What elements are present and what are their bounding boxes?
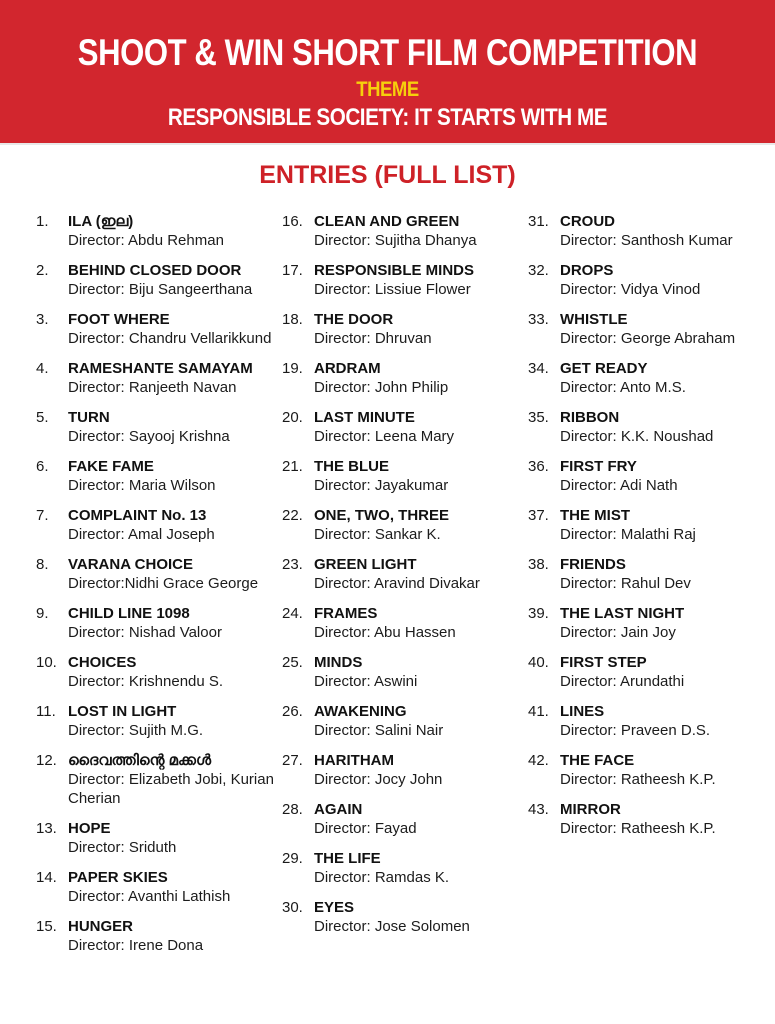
director-line: Director: Sankar K. bbox=[314, 526, 441, 543]
director-line: Director: George Abraham bbox=[560, 330, 736, 347]
director-line: Director: Irene Dona bbox=[68, 937, 204, 954]
list-item bbox=[528, 555, 774, 593]
list-item bbox=[282, 506, 528, 544]
director-line: Director: Lissiue Flower bbox=[314, 281, 471, 298]
entry-number: 40. bbox=[528, 654, 549, 671]
entry-text bbox=[314, 751, 528, 789]
list-item bbox=[282, 261, 528, 299]
director-line: Director: Dhruvan bbox=[314, 330, 432, 347]
list-item bbox=[528, 310, 774, 348]
entry-text bbox=[314, 604, 528, 642]
entry-number: 12. bbox=[36, 752, 57, 769]
entry-number: 15. bbox=[36, 918, 57, 935]
entries-column-1 bbox=[36, 212, 282, 966]
film-title: CLEAN AND GREEN bbox=[314, 213, 460, 230]
list-item bbox=[282, 751, 528, 789]
entries-column-2 bbox=[282, 212, 528, 966]
director-line: Director: Fayad bbox=[314, 820, 417, 837]
entry-text bbox=[68, 212, 282, 250]
director-line: Director: Elizabeth Jobi, Kurian Cherian bbox=[68, 771, 274, 807]
list-item bbox=[36, 310, 282, 348]
entry-number: 8. bbox=[36, 556, 49, 573]
list-item bbox=[528, 751, 774, 789]
list-item bbox=[282, 849, 528, 887]
list-item bbox=[282, 359, 528, 397]
list-item bbox=[36, 604, 282, 642]
list-item bbox=[36, 212, 282, 250]
entry-text bbox=[314, 212, 528, 250]
director-line: Director: Sujitha Dhanya bbox=[314, 232, 477, 249]
film-title: FRAMES bbox=[314, 605, 378, 622]
entry-text bbox=[68, 604, 282, 642]
theme-value: RESPONSIBLE SOCIETY: IT STARTS WITH ME bbox=[167, 103, 608, 131]
section-title: ENTRIES (FULL LIST) bbox=[259, 161, 516, 189]
entry-text bbox=[560, 702, 774, 740]
list-item bbox=[36, 261, 282, 299]
film-title: THE FACE bbox=[560, 752, 635, 769]
film-title: ദൈവത്തിന്റെ മക്കൾ bbox=[68, 752, 212, 769]
entry-number: 10. bbox=[36, 654, 57, 671]
entry-text bbox=[560, 457, 774, 495]
entry-number: 31. bbox=[528, 213, 549, 230]
director-line: Director: Krishnendu S. bbox=[68, 673, 224, 690]
director-line: Director: Arundathi bbox=[560, 673, 685, 690]
entry-text bbox=[314, 555, 528, 593]
director-line: Director: Maria Wilson bbox=[68, 477, 216, 494]
list-item bbox=[528, 800, 774, 838]
entry-text bbox=[560, 359, 774, 397]
entry-text bbox=[314, 653, 528, 691]
list-item bbox=[36, 408, 282, 446]
entry-number: 42. bbox=[528, 752, 549, 769]
list-item bbox=[36, 751, 282, 808]
film-title: WHISTLE bbox=[560, 311, 628, 328]
film-title: DROPS bbox=[560, 262, 614, 279]
entry-number: 29. bbox=[282, 850, 303, 867]
film-title: LINES bbox=[560, 703, 605, 720]
film-title: GREEN LIGHT bbox=[314, 556, 417, 573]
film-title: FIRST STEP bbox=[560, 654, 647, 671]
entry-text bbox=[314, 849, 528, 887]
entry-number: 41. bbox=[528, 703, 549, 720]
entry-number: 19. bbox=[282, 360, 303, 377]
director-line: Director: John Philip bbox=[314, 379, 449, 396]
list-item bbox=[36, 819, 282, 857]
entry-text bbox=[560, 261, 774, 299]
entry-number: 39. bbox=[528, 605, 549, 622]
film-title: RIBBON bbox=[560, 409, 620, 426]
film-title: ILA (ഇല) bbox=[68, 213, 134, 230]
film-title: GET READY bbox=[560, 360, 648, 377]
list-item bbox=[528, 506, 774, 544]
list-item bbox=[528, 261, 774, 299]
film-title: CHILD LINE 1098 bbox=[68, 605, 190, 622]
entry-text bbox=[314, 506, 528, 544]
entry-number: 2. bbox=[36, 262, 49, 279]
director-line: Director: Adi Nath bbox=[560, 477, 678, 494]
entry-number: 24. bbox=[282, 605, 303, 622]
director-line: Director: Sayooj Krishna bbox=[68, 428, 230, 445]
film-title: FAKE FAME bbox=[68, 458, 154, 475]
list-item bbox=[528, 653, 774, 691]
entry-text bbox=[560, 751, 774, 789]
entry-number: 27. bbox=[282, 752, 303, 769]
director-line: Director: Ranjeeth Navan bbox=[68, 379, 237, 396]
film-title: THE LIFE bbox=[314, 850, 381, 867]
entries-columns bbox=[0, 190, 775, 966]
film-title: EYES bbox=[314, 899, 355, 916]
entry-number: 20. bbox=[282, 409, 303, 426]
director-line: Director: Santhosh Kumar bbox=[560, 232, 733, 249]
list-item bbox=[36, 868, 282, 906]
entry-text bbox=[68, 310, 282, 348]
entry-text bbox=[68, 868, 282, 906]
film-title: ONE, TWO, THREE bbox=[314, 507, 449, 524]
director-line: Director: Praveen D.S. bbox=[560, 722, 711, 739]
entry-text bbox=[68, 917, 282, 955]
director-line: Director: Avanthi Lathish bbox=[68, 888, 231, 905]
film-title: COMPLAINT No. 13 bbox=[68, 507, 207, 524]
director-line: Director: Aravind Divakar bbox=[314, 575, 480, 592]
entry-text bbox=[68, 506, 282, 544]
list-item bbox=[528, 408, 774, 446]
list-item bbox=[282, 702, 528, 740]
entry-number: 5. bbox=[36, 409, 49, 426]
entry-number: 4. bbox=[36, 360, 49, 377]
film-title: FRIENDS bbox=[560, 556, 626, 573]
entries-section bbox=[0, 161, 775, 966]
entry-text bbox=[560, 408, 774, 446]
entry-text bbox=[68, 457, 282, 495]
director-line: Director: Anto M.S. bbox=[560, 379, 686, 396]
director-line: Director: Leena Mary bbox=[314, 428, 455, 445]
director-line: Director: Vidya Vinod bbox=[560, 281, 701, 298]
list-item bbox=[282, 800, 528, 838]
entry-text bbox=[314, 261, 528, 299]
list-item bbox=[36, 702, 282, 740]
list-item bbox=[36, 917, 282, 955]
director-line: Director: Ratheesh K.P. bbox=[560, 820, 716, 837]
entry-text bbox=[560, 310, 774, 348]
film-title: HOPE bbox=[68, 820, 111, 837]
film-title: VARANA CHOICE bbox=[68, 556, 194, 573]
entry-text bbox=[314, 457, 528, 495]
list-item bbox=[36, 653, 282, 691]
director-line: Director: Amal Joseph bbox=[68, 526, 215, 543]
film-title: BEHIND CLOSED DOOR bbox=[68, 262, 242, 279]
film-title: HARITHAM bbox=[314, 752, 394, 769]
entry-number: 38. bbox=[528, 556, 549, 573]
film-title: THE BLUE bbox=[314, 458, 389, 475]
entry-text bbox=[314, 898, 528, 936]
entry-number: 32. bbox=[528, 262, 549, 279]
entry-number: 16. bbox=[282, 213, 303, 230]
film-title: MIRROR bbox=[560, 801, 621, 818]
director-line: Director: Malathi Raj bbox=[560, 526, 696, 543]
entry-number: 34. bbox=[528, 360, 549, 377]
entries-column-3 bbox=[528, 212, 774, 966]
entry-text bbox=[68, 819, 282, 857]
list-item bbox=[282, 898, 528, 936]
entry-text bbox=[314, 408, 528, 446]
list-item bbox=[528, 457, 774, 495]
director-line: Director: Ratheesh K.P. bbox=[560, 771, 716, 788]
entry-number: 33. bbox=[528, 311, 549, 328]
director-line: Director: Jose Solomen bbox=[314, 918, 470, 935]
entry-number: 35. bbox=[528, 409, 549, 426]
entry-text bbox=[560, 653, 774, 691]
director-line: Director: Jayakumar bbox=[314, 477, 449, 494]
entry-number: 7. bbox=[36, 507, 49, 524]
entry-text bbox=[68, 408, 282, 446]
director-line: Director: Biju Sangeerthana bbox=[68, 281, 253, 298]
list-item bbox=[282, 604, 528, 642]
entry-number: 11. bbox=[36, 703, 56, 720]
director-line: Director: K.K. Noushad bbox=[560, 428, 714, 445]
entry-number: 14. bbox=[36, 869, 57, 886]
director-line: Director: Sriduth bbox=[68, 839, 177, 856]
director-line: Director: Nishad Valoor bbox=[68, 624, 222, 641]
entry-number: 26. bbox=[282, 703, 303, 720]
director-line: Director: Rahul Dev bbox=[560, 575, 691, 592]
list-item bbox=[36, 359, 282, 397]
entry-number: 21. bbox=[282, 458, 303, 475]
entry-text bbox=[68, 653, 282, 691]
entry-number: 17. bbox=[282, 262, 303, 279]
director-line: Director: Abdu Rehman bbox=[68, 232, 224, 249]
entry-text bbox=[560, 604, 774, 642]
film-title: THE LAST NIGHT bbox=[560, 605, 685, 622]
film-title: MINDS bbox=[314, 654, 363, 671]
entry-text bbox=[68, 555, 282, 593]
entry-text bbox=[560, 506, 774, 544]
list-item bbox=[528, 604, 774, 642]
entry-number: 37. bbox=[528, 507, 549, 524]
film-title: ARDRAM bbox=[314, 360, 381, 377]
entry-text bbox=[314, 702, 528, 740]
entry-number: 25. bbox=[282, 654, 303, 671]
list-item bbox=[282, 653, 528, 691]
entry-text bbox=[560, 800, 774, 838]
film-title: FOOT WHERE bbox=[68, 311, 170, 328]
film-title: CHOICES bbox=[68, 654, 137, 671]
entry-number: 3. bbox=[36, 311, 49, 328]
film-title: LOST IN LIGHT bbox=[68, 703, 177, 720]
list-item bbox=[282, 212, 528, 250]
entry-number: 1. bbox=[36, 213, 49, 230]
list-item bbox=[528, 702, 774, 740]
film-title: TURN bbox=[68, 409, 110, 426]
film-title: RAMESHANTE SAMAYAM bbox=[68, 360, 253, 377]
director-line: Director: Aswini bbox=[314, 673, 418, 690]
entry-number: 23. bbox=[282, 556, 303, 573]
list-item bbox=[282, 555, 528, 593]
entry-number: 30. bbox=[282, 899, 303, 916]
competition-title: SHOOT & WIN SHORT FILM COMPETITION bbox=[77, 32, 698, 73]
list-item bbox=[528, 359, 774, 397]
theme-label: THEME bbox=[356, 77, 419, 101]
film-title: HUNGER bbox=[68, 918, 134, 935]
director-line: Director: Abu Hassen bbox=[314, 624, 456, 641]
film-title: PAPER SKIES bbox=[68, 869, 168, 886]
film-title: FIRST FRY bbox=[560, 458, 637, 475]
film-title: AWAKENING bbox=[314, 703, 407, 720]
entry-text bbox=[314, 359, 528, 397]
entry-text bbox=[560, 555, 774, 593]
header-band bbox=[0, 0, 775, 145]
list-item bbox=[282, 408, 528, 446]
entry-number: 6. bbox=[36, 458, 49, 475]
director-line: Director: Jain Joy bbox=[560, 624, 676, 641]
director-line: Director: Jocy John bbox=[314, 771, 443, 788]
entry-text bbox=[68, 702, 282, 740]
entry-text bbox=[68, 261, 282, 299]
entry-text bbox=[314, 800, 528, 838]
entry-number: 9. bbox=[36, 605, 49, 622]
entry-number: 28. bbox=[282, 801, 303, 818]
list-item bbox=[282, 457, 528, 495]
entry-number: 36. bbox=[528, 458, 549, 475]
entry-number: 18. bbox=[282, 311, 303, 328]
list-item bbox=[36, 555, 282, 593]
director-line: Director: Sujith M.G. bbox=[68, 722, 204, 739]
list-item bbox=[36, 506, 282, 544]
entry-number: 43. bbox=[528, 801, 549, 818]
list-item bbox=[528, 212, 774, 250]
entry-number: 13. bbox=[36, 820, 57, 837]
entry-text bbox=[68, 751, 282, 808]
entry-text bbox=[314, 310, 528, 348]
film-title: LAST MINUTE bbox=[314, 409, 415, 426]
film-title: CROUD bbox=[560, 213, 615, 230]
film-title: AGAIN bbox=[314, 801, 363, 818]
film-title: THE DOOR bbox=[314, 311, 394, 328]
list-item bbox=[36, 457, 282, 495]
film-title: THE MIST bbox=[560, 507, 630, 524]
entry-text bbox=[68, 359, 282, 397]
list-item bbox=[282, 310, 528, 348]
director-line: Director: Salini Nair bbox=[314, 722, 444, 739]
director-line: Director: Ramdas K. bbox=[314, 869, 450, 886]
entry-text bbox=[560, 212, 774, 250]
entry-number: 22. bbox=[282, 507, 303, 524]
director-line: Director: Chandru Vellarikkund bbox=[68, 330, 272, 347]
film-title: RESPONSIBLE MINDS bbox=[314, 262, 475, 279]
director-line: Director:Nidhi Grace George bbox=[68, 575, 259, 592]
